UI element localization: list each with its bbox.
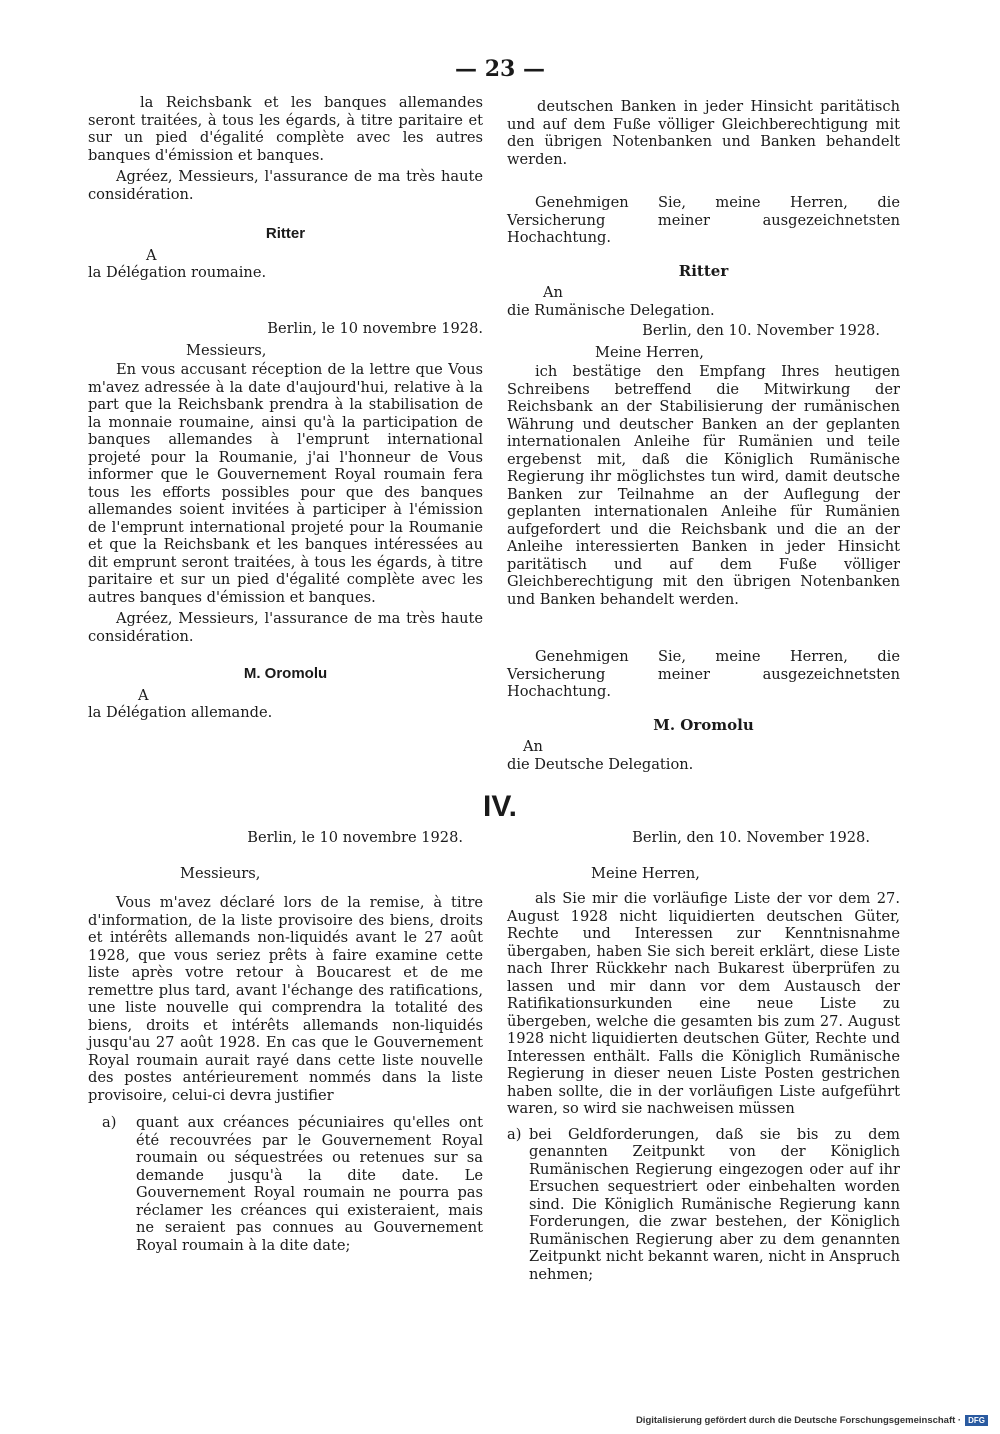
fr-closing: Agréez, Messieurs, l'assurance de ma très haute considération.: [88, 168, 483, 203]
de-addressee-prefix: An: [543, 284, 563, 301]
fr-continuation: la Reichsbank et les banques allemandes seront traitées, à tous les égards, à titre paritaire et sur un pied d'égalité complète avec les autres banques d'émission et banques.: [88, 94, 483, 164]
fr-addressee-prefix: A: [138, 686, 149, 704]
de-signature: Ritter: [678, 261, 729, 280]
digitization-footer: [636, 1415, 988, 1426]
de-letter-end: [507, 98, 900, 319]
de-closing: Genehmigen Sie, meine Herren, die Versicherung meiner ausgezeichnetsten Hochachtung.: [507, 648, 900, 700]
fr-body: En vous accusant réception de la lettre que Vous m'avez adressée à la date d'aujourd'hui, relative à la part que la Reichsbank prendra à la stabilisation de la monnaie roumaine, ainsi qu'à la participation de banques allemandes à l'emprunt international projeté pour la Roumanie, j'ai l'honneur de Vous informer que le Gouvernement Royal roumain fera tous les efforts possibles pour que des banques allemandes soient invitées à participer à l'émission de l'emprunt international projeté pour la Roumanie et que la Reichsbank et les banques intéressées au dit emprunt seront traitées, à tous les égards, à titre paritaire et sur un pied d'égalité complète avec les autres banques d'émission et banques.: [88, 361, 483, 606]
de-item-label: a): [507, 1125, 522, 1143]
dfg-logo: DFG: [965, 1415, 988, 1426]
fr-salutation: Messieurs,: [186, 341, 267, 359]
section-numeral: IV.: [483, 790, 517, 823]
fr-body: Vous m'avez déclaré lors de la remise, à titre d'information, de la liste provisoire des biens, droits et intérêts allemands non-liquidés avant le 27 août 1928, que vous seriez prêts à faire examine cette liste après votre retour à Boucarest et de me remettre plus tard, avant l'échange des ratifications, une liste nouvelle qui comprendra la totalité des biens, droits et intérêts allemands non-liquidés jusqu'au 27 août 1928. En cas que le Gouvernement Royal roumain aurait rayé dans cette liste nouvelle des postes antérieurement nommés dans la liste provisoire, celui-ci devra justifier: [88, 894, 483, 1104]
footer-text: Digitalisierung gefördert durch die Deutsche Forschungsgemeinschaft ·: [635, 1415, 962, 1426]
de-list-item-a: [507, 1126, 900, 1284]
fr-date: Berlin, le 10 novembre 1928.: [247, 829, 463, 846]
de-date: Berlin, den 10. November 1928.: [632, 829, 870, 846]
de-salutation: Meine Herren,: [595, 343, 704, 361]
fr-date: Berlin, le 10 novembre 1928.: [267, 320, 483, 337]
fr-addressee: la Délégation allemande.: [88, 704, 273, 721]
fr-signature: M. Oromolu: [243, 665, 328, 682]
fr-letter-end: [88, 94, 483, 282]
de-closing: Genehmigen Sie, meine Herren, die Versicherung meiner ausgezeichnetsten Hochachtung.: [507, 194, 900, 246]
fr-addressee-prefix: A: [146, 246, 157, 264]
page-number: — 23 —: [455, 56, 545, 82]
fr-list-item-a: [88, 1114, 483, 1254]
fr-salutation: Messieurs,: [180, 864, 261, 882]
de-body: als Sie mir die vorläufige Liste der vor dem 27. August 1928 nicht liquidierten deutschen Güter, Rechte und Interessen zur Kenntnisnahme übergaben, haben Sie sich bereit erklärt, diese Liste nach Ihrer Rückkehr nach Bukarest überprüfen zu lassen und mir dann vor dem Austausch der Ratifikationsurkunden eine neue Liste zu übergeben, welche die gesamten bis zum 27. August 1928 nicht liquidierten deutschen Güter, Rechte und Interessen enthält. Falls die Königlich Rumänische Regierung in dieser neuen Liste Posten gestrichen haben sollte, die in der vorläufigen Liste aufgeführt waren, so wird sie nachweisen müssen: [507, 890, 900, 1117]
fr-signature: Ritter: [265, 225, 306, 242]
de-body: ich bestätige den Empfang Ihres heutigen Schreibens betreffend die Mitwirkung der Reichsbank an der Stabilisierung der rumänischen Währung und deutscher Banken an der geplanten internationalen Anleihe für Rumänien und teile ergebenst mit, daß die Königlich Rumänische Regierung ihr möglichstes tun wird, damit deutsche Banken zur Teilnahme an der Auflegung der geplanten internationalen Anleihe für Rumänien aufgefordert und die Reichsbank und die an der Anleihe interessierten Banken in jeder Hinsicht paritätisch und auf dem Fuße völliger Gleichberechtigung mit den übrigen Notenbanken und Banken behandelt werden.: [507, 363, 900, 608]
de-letter-iv: [507, 829, 900, 1283]
fr-letter-oromolu: [88, 320, 483, 722]
de-continuation: deutschen Banken in jeder Hinsicht paritätisch und auf dem Fuße völliger Gleichberechtigung mit den übrigen Notenbanken und Banken behandelt werden.: [507, 98, 900, 168]
de-letter-oromolu: [507, 322, 900, 773]
fr-closing: Agréez, Messieurs, l'assurance de ma très haute considération.: [88, 610, 483, 645]
fr-item-text: quant aux créances pécuniaires qu'elles ont été recouvrées par le Gouvernement Royal roumain ou séquestrées ou retenues sur sa demande jusqu'à la dite date. Le Gouvernement Royal roumain ne pourra pas réclamer les créances qui existeraient, mais ne seraient pas connues au Gouvernement Royal roumain à la dite date;: [136, 1114, 483, 1254]
fr-item-label: a): [102, 1114, 117, 1131]
de-signature: M. Oromolu: [653, 715, 754, 734]
de-date: Berlin, den 10. November 1928.: [642, 322, 880, 339]
de-addressee-prefix: An: [523, 738, 543, 755]
fr-addressee: la Délégation roumaine.: [88, 264, 267, 281]
de-salutation: Meine Herren,: [591, 864, 700, 882]
de-item-text: bei Geldforderungen, daß sie bis zu dem genannten Zeitpunkt von der Königlich Rumänischen Regierung eingezogen oder auf ihr Ersuchen sequestriert oder einbehalten worden sind. Die Königlich Rumänische Regierung kann Forderungen, die zwar bestehen, der Königlich Rumänischen Regierung aber zu dem genannten Zeitpunkt nicht bekannt waren, nicht in Anspruch nehmen;: [529, 1125, 900, 1283]
de-addressee: die Deutsche Delegation.: [507, 755, 694, 773]
fr-letter-iv: [88, 829, 483, 1254]
de-addressee: die Rumänische Delegation.: [507, 301, 715, 319]
